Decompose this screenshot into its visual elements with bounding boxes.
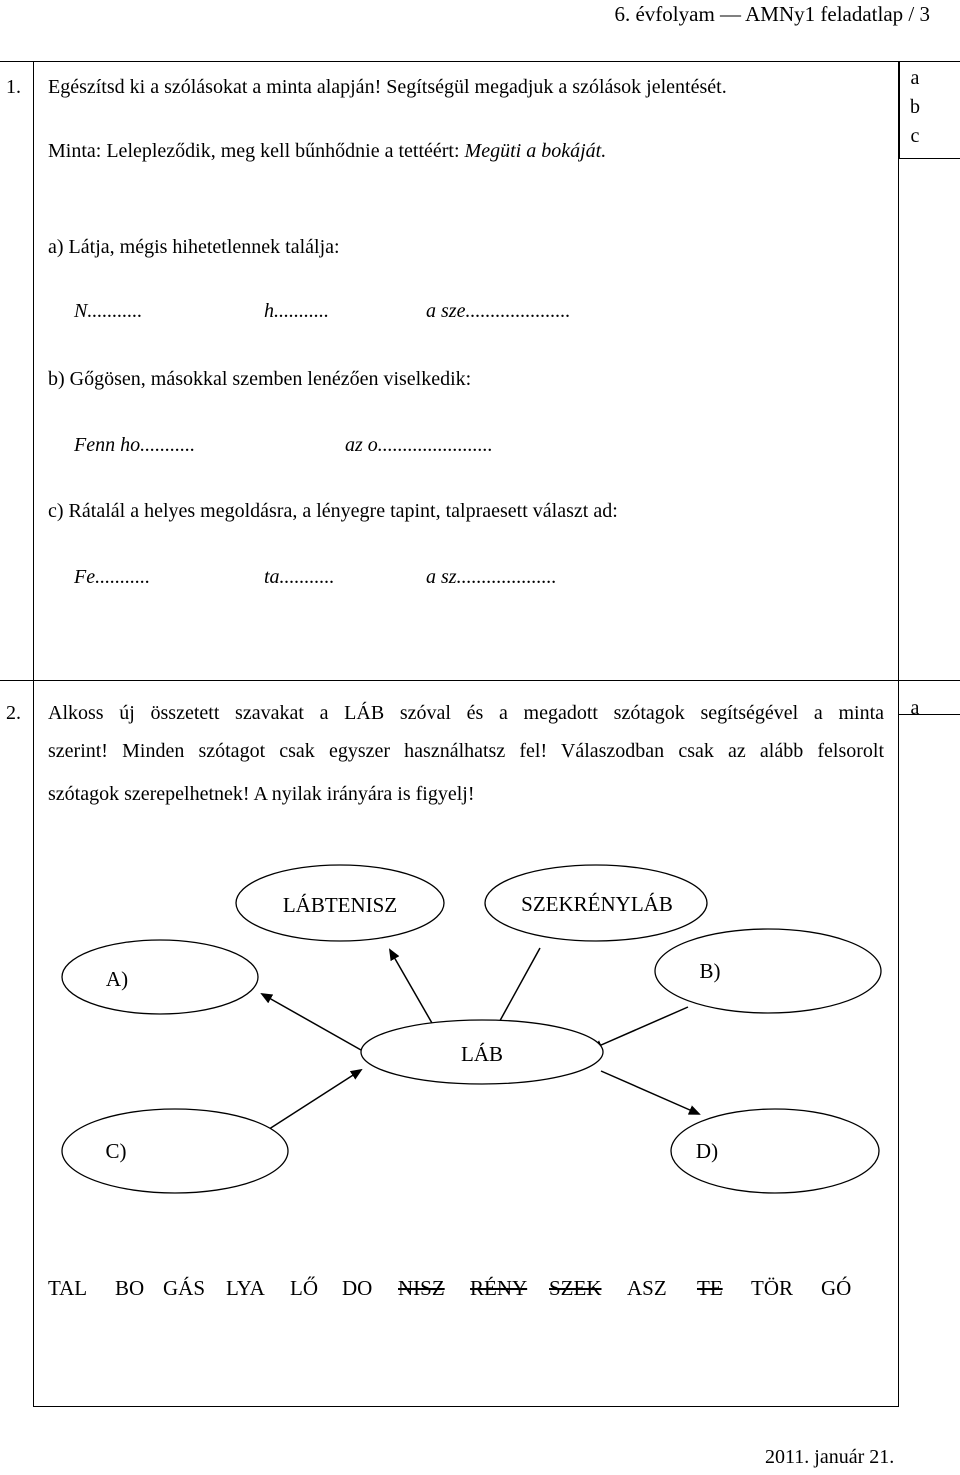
word-diagram <box>0 850 960 1250</box>
syllable-lya: LYA <box>226 1276 265 1300</box>
item-c-meaning <box>48 500 618 523</box>
rubric-c: c <box>910 125 920 147</box>
frame-top-line <box>0 61 960 62</box>
item-a-blank-3[interactable]: a sze..................... <box>426 300 571 322</box>
task2-instruction-line-3: szótagok szerepelhetnek! A nyilak irányára is figyelj! <box>48 783 475 805</box>
rubric-a: a <box>910 67 920 89</box>
syllable-do: DO <box>342 1276 373 1300</box>
task2-instruction-line-2: szerint! Minden szótagot csak egyszer használhatsz fel! Válaszodban csak az alább felsorolt <box>48 740 884 762</box>
answer-c-label: C) <box>105 1139 127 1163</box>
center-label: LÁB <box>461 1042 503 1066</box>
syllable-lo: LŐ <box>290 1276 318 1300</box>
example-left-label: LÁBTENISZ <box>282 893 398 917</box>
item-c-text: Rátalál a helyes megoldásra, a lényegre tapint, talpraesett választ ad: <box>68 500 618 522</box>
rubric-box-bottom <box>899 158 960 159</box>
item-b-blank-2[interactable]: az o....................... <box>345 434 493 456</box>
item-a-meaning <box>48 236 340 259</box>
item-b-text: Gőgösen, másokkal szemben lenézően viselkedik: <box>69 368 472 390</box>
syllable-te-struck: TE <box>697 1276 723 1300</box>
item-a-text: Látja, mégis hihetetlennek találja: <box>68 236 340 258</box>
item-b-meaning <box>48 368 471 391</box>
answer-b-ellipse[interactable] <box>655 929 881 1013</box>
item-a-blank-1[interactable]: N........... <box>74 300 143 322</box>
item-c-blank-3[interactable]: a sz.................... <box>426 566 557 588</box>
syllable-asz: ASZ <box>627 1276 667 1300</box>
arrow-to-d <box>601 1071 699 1114</box>
answer-a-label: A) <box>105 967 129 991</box>
answer-a-ellipse[interactable] <box>62 940 258 1014</box>
task1-number: 1. <box>6 76 21 98</box>
syllable-go: GÓ <box>821 1276 852 1300</box>
syllable-nisz-struck: NISZ <box>398 1276 445 1300</box>
syllable-tor: TÖR <box>751 1276 793 1300</box>
item-c-blank-1[interactable]: Fe........... <box>74 566 151 588</box>
example-answer: Megüti a bokáját. <box>459 140 607 162</box>
answer-b-label: B) <box>699 959 721 983</box>
task2-rubric <box>885 694 945 723</box>
arrow-to-a <box>262 994 361 1050</box>
syllable-reny-struck: RÉNY <box>470 1276 528 1300</box>
example-label: Minta: <box>48 140 102 162</box>
task1-example <box>48 140 606 163</box>
syllable-bo: BO <box>115 1276 145 1300</box>
syllable-szek-struck: SZEK <box>549 1276 602 1300</box>
example-right-label: SZEKRÉNYLÁB <box>521 892 673 916</box>
task2-number: 2. <box>6 702 21 724</box>
task1-rubric <box>885 64 945 151</box>
answer-d-label: D) <box>695 1139 719 1163</box>
task-separator-line <box>0 680 960 681</box>
item-a-blank-2[interactable]: h........... <box>264 300 329 322</box>
syllable-gas: GÁS <box>163 1276 206 1300</box>
example-text: Lelepleződik, meg kell bűnhődnie a tettéért: <box>101 140 460 162</box>
task2-instruction-line-1: Alkoss új összetett szavakat a LÁB szóval és a megadott szótagok segítségével a minta <box>48 702 884 724</box>
page-header: 6. évfolyam — AMNy1 feladatlap / 3 <box>614 2 930 26</box>
rubric-b: b <box>910 96 920 118</box>
footer-date: 2011. január 21. <box>765 1446 895 1468</box>
rubric-2-a: a <box>910 697 920 719</box>
item-b-blank-1[interactable]: Fenn ho........... <box>74 434 196 456</box>
item-c-blank-2[interactable]: ta........... <box>264 566 335 588</box>
task1-instruction: Egészítsd ki a szólásokat a minta alapján! Segítségül megadjuk a szólások jelentését. <box>48 76 727 98</box>
item-a-label: a) <box>48 236 64 258</box>
syllable-tal: TAL <box>48 1276 88 1300</box>
item-b-label: b) <box>48 368 65 390</box>
arrow-from-b <box>592 1007 688 1049</box>
item-c-label: c) <box>48 500 64 522</box>
frame-bottom-line <box>33 1406 899 1407</box>
answer-c-ellipse[interactable] <box>62 1109 288 1193</box>
